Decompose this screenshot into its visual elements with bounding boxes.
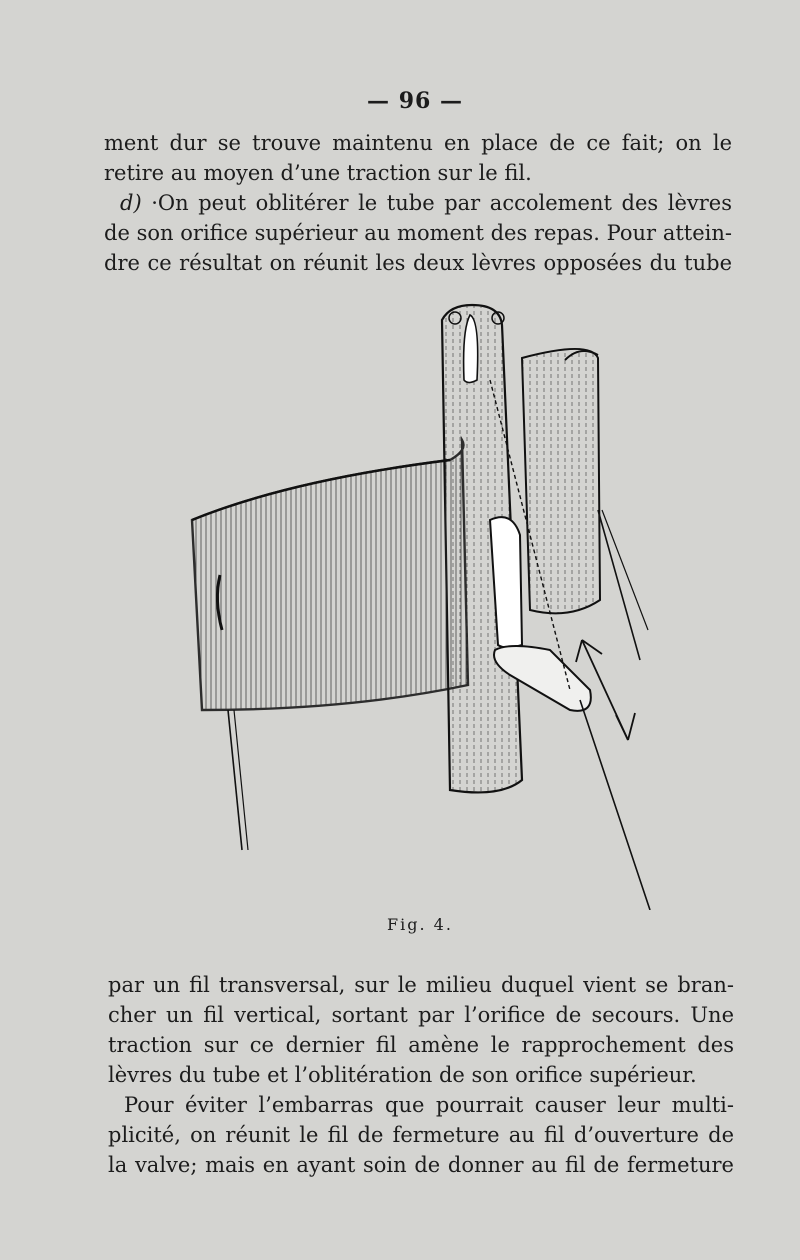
text-line: dre ce résultat on réunit les deux lèvres opposées du tube — [104, 251, 732, 275]
text-line: par un fil transversal, sur le milieu duquel vient se bran- — [108, 973, 734, 997]
text-line: cher un fil vertical, sortant par l’orifice de secours. Une — [108, 1003, 734, 1027]
text-line: la valve; mais en ayant soin de donner au fil de fermeture — [108, 1153, 734, 1177]
text-line: ·On peut oblitérer le tube par accolement des lèvres — [151, 191, 732, 215]
tube-illustration — [150, 290, 670, 910]
top-text-block — [104, 128, 732, 278]
paragraph-marker: d) — [120, 191, 142, 215]
paragraph-d-first-line — [104, 188, 732, 218]
text-line: lèvres du tube et l’oblitération de son orifice supérieur. — [108, 1063, 697, 1087]
text-line: ment dur se trouve maintenu en place de ce fait; on le — [104, 131, 732, 155]
text-line: plicité, on réunit le fil de fermeture au fil d’ouverture de — [108, 1123, 734, 1147]
text-line: retire au moyen d’une traction sur le fil. — [104, 161, 532, 185]
text-line: Pour éviter l’embarras que pourrait causer leur multi- — [124, 1093, 734, 1117]
page-number: — 96 — — [367, 88, 463, 114]
figure-caption: Fig. 4. — [387, 915, 453, 934]
text-line: de son orifice supérieur au moment des repas. Pour attein- — [104, 221, 732, 245]
bottom-text-block — [108, 970, 734, 1180]
text-line: traction sur ce dernier fil amène le rapprochement des — [108, 1033, 734, 1057]
